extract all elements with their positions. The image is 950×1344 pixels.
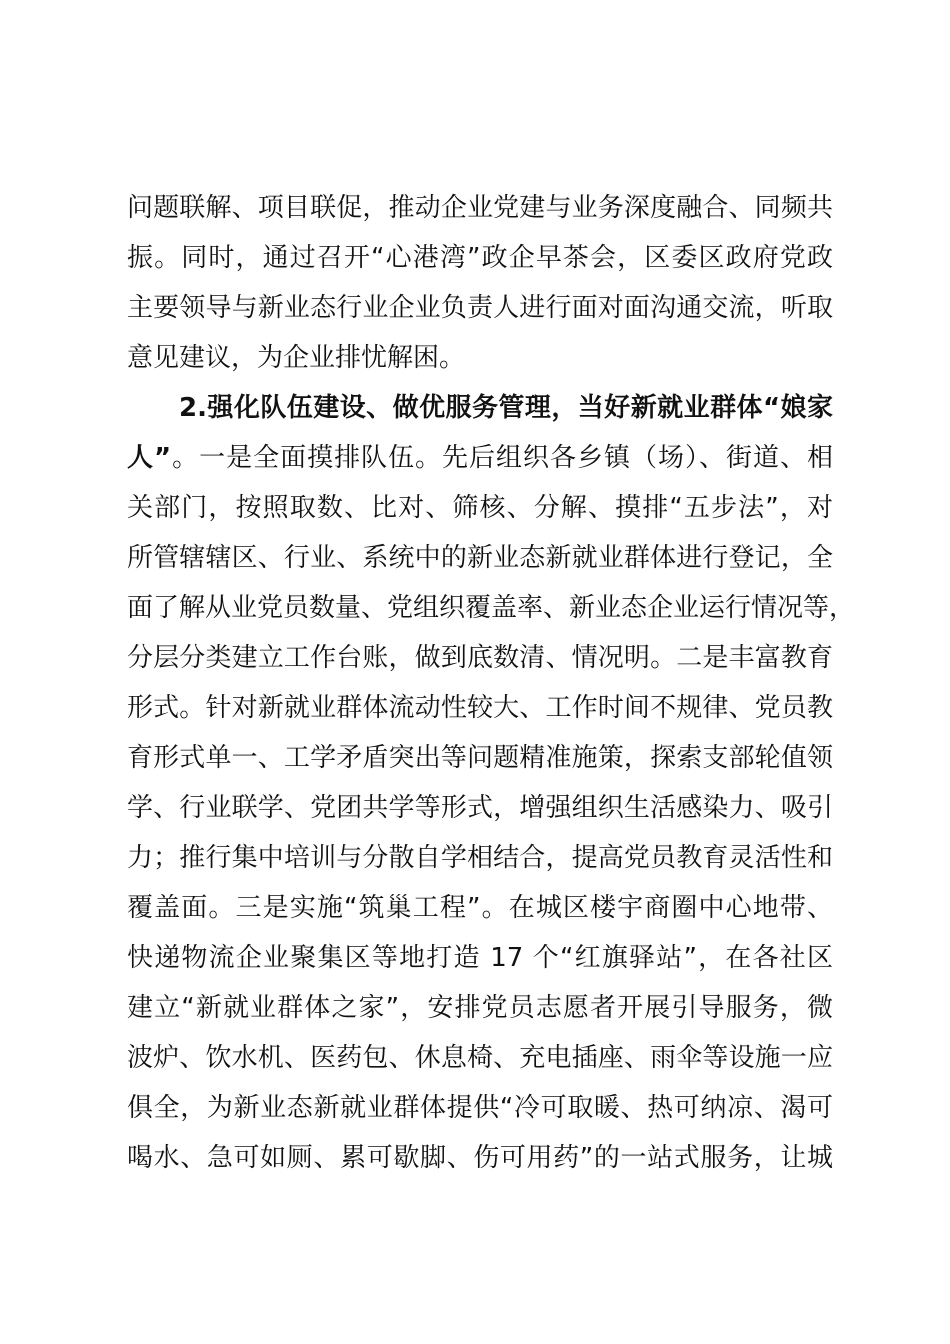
paragraph-line: 问题联解、项目联促，推动企业党建与业务深度融合、同频共	[127, 193, 833, 223]
paragraph-2	[127, 383, 856, 1183]
paragraph-line: 形式。针对新就业群体流动性较大、工作时间不规律、党员教	[127, 693, 833, 723]
paragraph-1	[127, 183, 833, 383]
paragraph-line: 覆盖面。三是实施“筑巢工程”。在城区楼宇商圈中心地带、	[127, 893, 833, 923]
paragraph-line	[127, 433, 833, 483]
paragraph-line: 分层分类建立工作台账，做到底数清、情况明。二是丰富教育	[127, 643, 833, 673]
paragraph-line: 建立“新就业群体之家”，安排党员志愿者开展引导服务，微	[127, 993, 833, 1023]
section-heading: 2.强化队伍建设、做优服务管理，当好新就业群体“娘家	[179, 393, 833, 423]
paragraph-line: 俱全，为新业态新就业群体提供“冷可取暖、热可纳凉、渴可	[127, 1093, 833, 1123]
body-text	[127, 183, 856, 1183]
paragraph-line: 学、行业联学、党团共学等形式，增强组织生活感染力、吸引	[127, 793, 833, 823]
paragraph-line: 意见建议，为企业排忧解困。	[127, 343, 466, 373]
paragraph-line: 快递物流企业聚集区等地打造 17 个“红旗驿站”，在各社区	[127, 943, 833, 973]
paragraph-line: 振。同时，通过召开“心港湾”政企早茶会，区委区政府党政	[127, 243, 833, 273]
paragraph-line: 面了解从业党员数量、党组织覆盖率、新业态企业运行情况等，	[127, 593, 856, 623]
paragraph-line: 力；推行集中培训与分散自学相结合，提高党员教育灵活性和	[127, 843, 833, 873]
paragraph-line: 喝水、急可如厕、累可歇脚、伤可用药”的一站式服务，让城	[127, 1143, 833, 1173]
paragraph-line: 波炉、饮水机、医药包、休息椅、充电插座、雨伞等设施一应	[127, 1043, 833, 1073]
paragraph-line: 育形式单一、工学矛盾突出等问题精准施策，探索支部轮值领	[127, 743, 833, 773]
paragraph-line-rest: 。一是全面摸排队伍。先后组织各乡镇（场）、街道、相	[171, 443, 833, 473]
paragraph-line: 所管辖辖区、行业、系统中的新业态新就业群体进行登记，全	[127, 543, 833, 573]
paragraph-line: 主要领导与新业态行业企业负责人进行面对面沟通交流，听取	[127, 293, 833, 323]
section-heading-end: 人”	[127, 443, 172, 473]
paragraph-line: 关部门，按照取数、比对、筛核、分解、摸排“五步法”，对	[127, 493, 833, 523]
